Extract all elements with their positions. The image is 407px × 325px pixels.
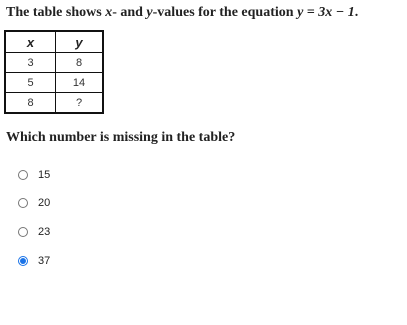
- prompt-text-2: - and: [112, 5, 147, 20]
- prompt-x-variable: x: [105, 5, 113, 20]
- choice-label: 15: [38, 169, 51, 181]
- radio-button[interactable]: [18, 227, 28, 237]
- table-cell-x: 8: [5, 93, 56, 114]
- table-cell-y-missing: ?: [56, 93, 104, 114]
- table-row: [5, 53, 103, 73]
- answer-choice-2[interactable]: [18, 195, 50, 211]
- prompt-y-variable: y: [146, 5, 153, 20]
- question-text: Which number is missing in the table?: [6, 130, 236, 145]
- choice-label: 37: [38, 255, 51, 267]
- radio-button[interactable]: [18, 170, 28, 180]
- column-header-y: y: [56, 31, 104, 53]
- table-cell-y: 8: [56, 53, 104, 73]
- table-row: [5, 93, 103, 114]
- xy-table: [4, 30, 104, 114]
- answer-choice-3[interactable]: [18, 224, 50, 240]
- radio-button[interactable]: [18, 198, 28, 208]
- prompt-text-1: The table shows: [6, 5, 106, 20]
- table-cell-x: 5: [5, 73, 56, 93]
- prompt-text-3: -values for the equation: [152, 5, 298, 20]
- table-cell-y: 14: [56, 73, 104, 93]
- table-cell-x: 3: [5, 53, 56, 73]
- radio-button-selected[interactable]: [18, 256, 28, 266]
- choice-label: 23: [38, 226, 51, 238]
- table-header-row: [5, 31, 103, 53]
- table-row: [5, 73, 103, 93]
- answer-choice-1[interactable]: [18, 167, 50, 183]
- column-header-x: x: [5, 31, 56, 53]
- problem-statement: [6, 4, 358, 21]
- answer-choice-4[interactable]: [18, 253, 50, 269]
- choice-label: 20: [38, 197, 51, 209]
- prompt-equation: y = 3x − 1: [297, 5, 355, 20]
- prompt-text-4: .: [354, 5, 359, 20]
